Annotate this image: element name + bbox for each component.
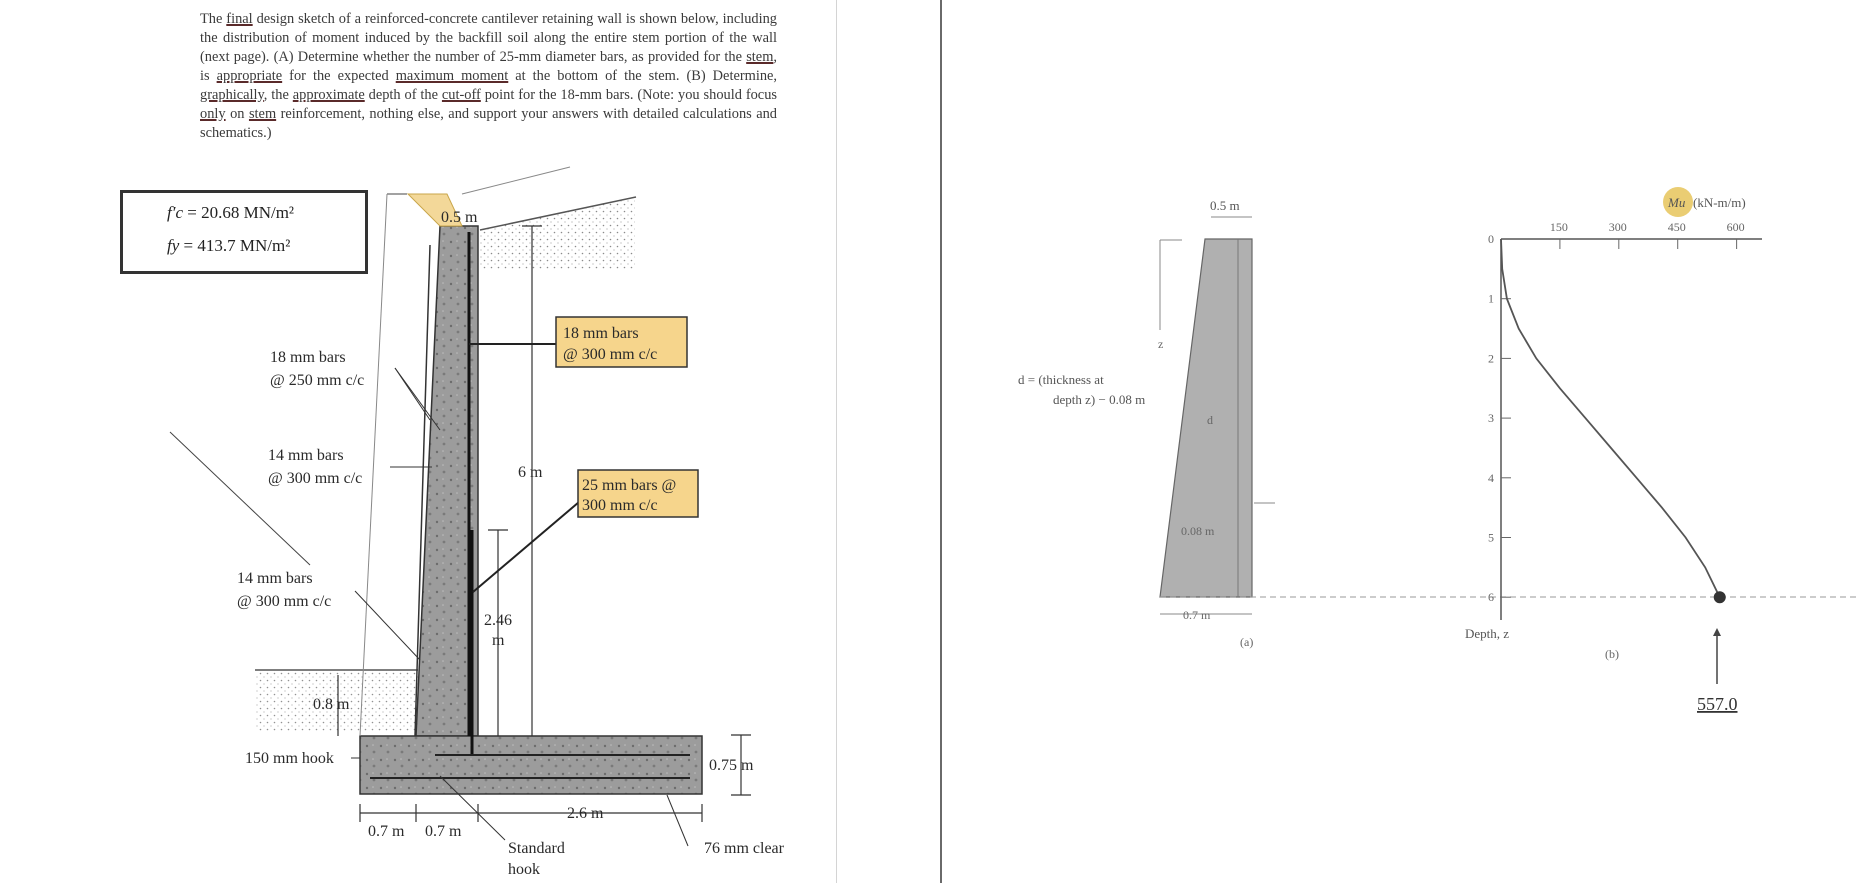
fig-b-x-tick-label: 150 xyxy=(1549,220,1568,234)
bars18-left-label-line2: @ 250 mm c/c xyxy=(270,372,365,389)
underlined-word: approximate xyxy=(292,87,365,103)
underlined-word: only xyxy=(200,106,226,122)
toe-length-label: 0.7 m xyxy=(368,823,405,840)
fig-b-x-axis-title-unit: (kN-m/m) xyxy=(1693,195,1746,210)
heel-length-label: 2.6 m xyxy=(567,805,604,822)
fc-value: = 20.68 MN/m² xyxy=(187,203,295,222)
standard-hook-label-line2: hook xyxy=(508,861,540,878)
text-run: depth of the xyxy=(364,87,442,103)
figure-page xyxy=(943,0,1858,883)
text-run: reinforcement, nothing else, and support your answers with detailed calculations and schematics.) xyxy=(200,106,777,141)
cutoff-height-label-line1: 2.46 xyxy=(484,612,512,629)
toe-soil-depth-label: 0.8 m xyxy=(313,696,350,713)
base-footing xyxy=(360,736,702,794)
fig-a-d-definition-line1: d = (thickness at xyxy=(1018,372,1104,387)
underlined-word: graphically xyxy=(200,87,264,103)
fig-b-y-tick-label: 5 xyxy=(1488,530,1494,545)
fig-b-y-tick-label: 6 xyxy=(1488,590,1494,605)
fig-a-cover-label: 0.08 m xyxy=(1181,524,1215,538)
fig-b-y-tick-label: 2 xyxy=(1488,351,1494,366)
text-run: , the xyxy=(263,87,293,103)
text-run: point for the 18-mm bars. (Note: you should focus xyxy=(480,87,777,103)
underlined-word: stem xyxy=(248,106,277,122)
fig-b-x-tick-label: 300 xyxy=(1608,220,1627,234)
fig-a-top-width-label: 0.5 m xyxy=(1210,198,1240,213)
fig-a-z-label: z xyxy=(1158,337,1164,351)
fig-b-x-tick-label: 450 xyxy=(1667,220,1686,234)
bars14-lower-label-line1: 14 mm bars xyxy=(237,570,313,587)
fig-b-x-axis-title-symbol: Mu xyxy=(1668,195,1686,210)
bars18-right-label-line2: @ 300 mm c/c xyxy=(563,346,658,363)
stem-top-width-label: 0.5 m xyxy=(441,209,478,226)
clear-cover-label: 76 mm clear xyxy=(704,840,784,857)
fig-a-base-width-label: 0.7 m xyxy=(1183,608,1211,622)
fig-b-max-moment-marker xyxy=(1714,591,1726,603)
top-reference-line xyxy=(462,167,570,194)
fig-b-moment-curve xyxy=(1501,239,1720,597)
stem-base-width-label: 0.7 m xyxy=(425,823,462,840)
fy-value: = 413.7 MN/m² xyxy=(183,236,291,255)
fig-a-caption: (a) xyxy=(1240,635,1254,649)
text-run: design sketch of a reinforced-concrete cantilever retaining wall is shown below, including the distribution of moment induced by the backfill soil along the entire stem portion of the wall (next page). (A) Determine whether the number of 25-mm diameter bars, as provided for the xyxy=(200,11,777,65)
underlined-word: appropriate xyxy=(216,68,283,84)
bars14-lower-label-line2: @ 300 mm c/c xyxy=(237,593,332,610)
stem-height-label: 6 m xyxy=(518,464,543,481)
page-divider xyxy=(940,0,942,883)
problem-page xyxy=(0,0,837,883)
retaining-wall-sketch xyxy=(0,150,836,883)
underlined-word: final xyxy=(226,11,253,27)
fig-b-y-tick-label: 0 xyxy=(1488,232,1494,246)
backfill-soil xyxy=(480,197,635,270)
fig-b-answer-arrowhead xyxy=(1713,628,1721,636)
bars14-upper-label-line1: 14 mm bars xyxy=(268,447,344,464)
bars18-right-label-line1: 18 mm bars xyxy=(563,325,639,342)
base-thickness-label: 0.75 m xyxy=(709,757,754,774)
bars18-left-label-line1: 18 mm bars xyxy=(270,349,346,366)
fc-symbol: f′c xyxy=(167,203,183,222)
underlined-word: stem xyxy=(746,49,774,65)
cutoff-height-label-line2: m xyxy=(492,632,505,649)
fig-b-x-tick-label: 600 xyxy=(1726,220,1745,234)
bars25-label-line1: 25 mm bars @ xyxy=(582,477,677,494)
fig-b-y-tick-label: 3 xyxy=(1488,411,1494,426)
fig-b-ticks-group xyxy=(1488,220,1745,604)
fig-a-d-definition-line2: depth z) − 0.08 m xyxy=(1053,392,1146,407)
standard-hook-label-line1: Standard xyxy=(508,840,565,857)
page-gap xyxy=(837,0,941,883)
problem-statement xyxy=(200,10,777,143)
bars25-label-line2: 300 mm c/c xyxy=(582,497,658,514)
moment-distribution-figure xyxy=(943,0,1858,883)
fig-a-d-label: d xyxy=(1207,413,1213,427)
text-run: , is xyxy=(200,49,777,84)
leader-25mm xyxy=(473,502,579,592)
text-run: The xyxy=(200,11,227,27)
underlined-word: maximum moment xyxy=(395,68,509,84)
front-face-reference-line xyxy=(360,194,387,736)
text-run: at the bottom of the stem. (B) Determine, xyxy=(508,68,777,84)
fy-symbol: fy xyxy=(167,236,180,255)
fig-b-caption: (b) xyxy=(1605,647,1619,661)
underlined-word: cut-off xyxy=(441,87,481,103)
bars14-upper-label-line2: @ 300 mm c/c xyxy=(268,470,363,487)
text-run: for the expected xyxy=(282,68,396,84)
fig-b-answer: 557.0 xyxy=(1697,694,1738,714)
text-run: on xyxy=(225,106,249,122)
fig-b-y-tick-label: 1 xyxy=(1488,291,1494,306)
leader-clear-cover xyxy=(667,795,688,846)
hook-label: 150 mm hook xyxy=(245,750,334,767)
fig-b-y-tick-label: 4 xyxy=(1488,470,1494,485)
fig-b-y-axis-title: Depth, z xyxy=(1465,626,1510,641)
